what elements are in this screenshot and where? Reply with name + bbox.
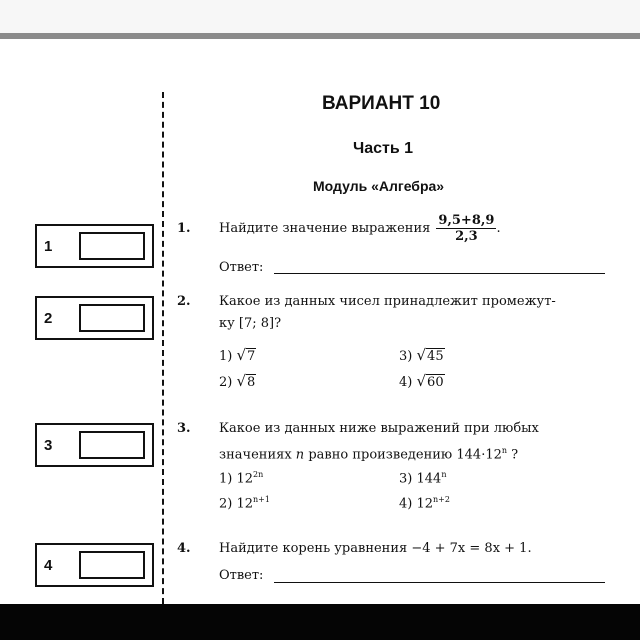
answer-box-1 — [35, 224, 154, 268]
question-number: 1. — [177, 221, 191, 236]
question-1-text — [219, 210, 609, 248]
answer-field-4[interactable] — [79, 551, 145, 579]
question-3-text — [219, 418, 609, 466]
radicand: 8 — [247, 375, 256, 390]
option-label: 4) — [399, 375, 413, 390]
sqrt-icon: √8 — [236, 372, 256, 390]
option-1 — [219, 346, 256, 364]
option-2 — [219, 372, 256, 390]
option-label: 2) — [219, 375, 233, 390]
option-4 — [399, 372, 445, 390]
option-label: 4) — [399, 496, 413, 512]
sqrt-icon: √7 — [236, 346, 256, 364]
answer-box-number: 2 — [44, 310, 53, 327]
question-text-line — [219, 440, 609, 466]
answer-field-1[interactable] — [79, 232, 145, 260]
question-number: 4. — [177, 541, 191, 556]
option-label: 1) — [219, 349, 233, 364]
answer-field-2[interactable] — [79, 304, 145, 332]
option-label: 3) — [399, 471, 413, 487]
answer-box-3 — [35, 423, 154, 467]
cut-line — [162, 92, 164, 604]
option-base: 144 — [416, 471, 442, 487]
answer-box-number: 3 — [44, 437, 53, 454]
question-text-line: Какое из данных чисел принадлежит промежут- — [219, 294, 556, 309]
fraction-denominator: 2,3 — [455, 229, 478, 244]
option-1 — [219, 470, 263, 486]
punctuation: . — [496, 221, 501, 236]
exponent: n+1 — [253, 495, 270, 504]
question-2-text — [219, 291, 609, 335]
top-divider — [0, 33, 640, 39]
fraction-numerator: 9,5+8,9 — [438, 213, 495, 228]
answer-box-2 — [35, 296, 154, 340]
exponent: n — [441, 470, 447, 479]
top-bar — [0, 0, 640, 37]
option-base: 12 — [236, 496, 254, 512]
radicand: 60 — [427, 375, 444, 390]
option-3 — [399, 346, 445, 364]
exponent: n — [501, 446, 508, 455]
variant-title: ВАРИАНТ 10 — [322, 93, 441, 114]
question-text-line: ку [7; 8]? — [219, 316, 282, 331]
answer-box-number: 4 — [44, 557, 53, 574]
part-title: Часть 1 — [353, 140, 414, 157]
question-text-line: Какое из данных ниже выражений при любых — [219, 421, 539, 436]
option-3 — [399, 470, 446, 486]
exponent: n+2 — [433, 495, 450, 504]
answer-label: Ответ: — [219, 568, 264, 583]
radicand: 7 — [247, 349, 256, 364]
answer-box-4 — [35, 543, 154, 587]
question-4-text: Найдите корень уравнения −4 + 7x = 8x + 1. — [219, 541, 532, 556]
option-2 — [219, 495, 270, 511]
text-part: значениях — [219, 447, 292, 463]
answer-box-number: 1 — [44, 238, 53, 255]
answer-line-4[interactable] — [274, 582, 605, 583]
radicand: 45 — [427, 349, 444, 364]
fraction — [436, 213, 496, 244]
answer-line-1[interactable] — [274, 273, 605, 274]
answer-field-3[interactable] — [79, 431, 145, 459]
text-part: ? — [511, 447, 519, 463]
exponent: 2n — [253, 470, 264, 479]
sqrt-icon: √60 — [416, 372, 444, 390]
question-number: 3. — [177, 421, 191, 436]
answer-label: Ответ: — [219, 260, 264, 275]
module-title: Модуль «Алгебра» — [313, 178, 445, 194]
option-label: 2) — [219, 496, 233, 512]
option-base: 12 — [416, 496, 434, 512]
question-text: Найдите значение выражения — [219, 221, 431, 236]
option-label: 3) — [399, 349, 413, 364]
sqrt-icon: √45 — [416, 346, 444, 364]
bottom-bar — [0, 604, 640, 640]
variable-n: n — [295, 447, 305, 463]
option-4 — [399, 495, 450, 511]
text-part: равно произведению 144·12 — [308, 447, 502, 463]
option-base: 12 — [236, 471, 254, 487]
question-number: 2. — [177, 294, 191, 309]
option-label: 1) — [219, 471, 233, 487]
